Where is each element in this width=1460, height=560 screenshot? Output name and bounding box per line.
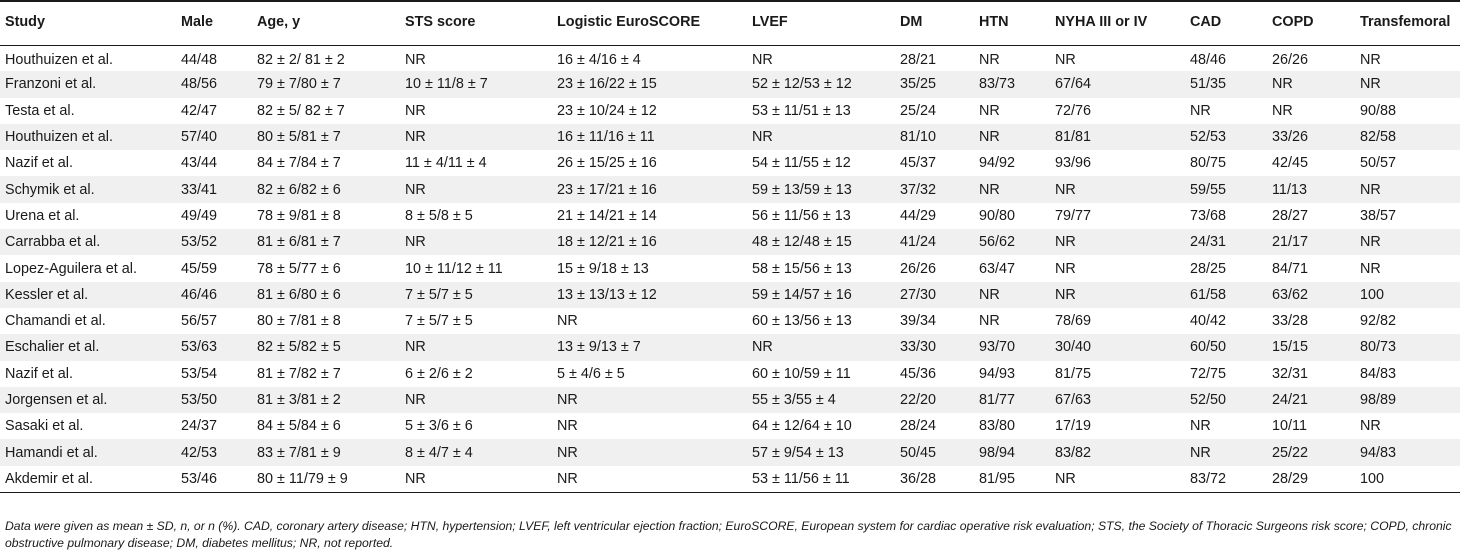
cell-nyha: 81/75 [1055,365,1092,382]
cell-transfemoral: 38/57 [1360,207,1397,224]
cell-dm: 28/24 [900,418,937,435]
cell-cad: 80/75 [1190,155,1227,172]
cell-nyha: NR [1055,260,1076,277]
cell-htn: NR [974,176,1050,202]
cell-lvef: 59 ± 14/57 ± 16 [747,282,895,308]
cell-dm: 45/37 [900,155,937,172]
cell-cad: NR [1190,418,1211,435]
cell-cad: 40/42 [1190,313,1227,330]
cell-lvef: NR [747,334,895,360]
cell-study: Carrabba et al. [0,229,176,255]
cell-sts-score: 6 ± 2/6 ± 2 [405,365,473,382]
cell-male: 49/49 [181,207,218,224]
cell-lvef: NR [747,124,895,150]
header-lvef: LVEF [747,1,895,45]
cell-male: 24/37 [181,418,218,435]
header-male: Male [176,1,252,45]
cell-male: 53/63 [176,334,252,360]
cell-nyha: 78/69 [1055,313,1092,330]
cell-copd: 28/27 [1272,207,1309,224]
cell-transfemoral: NR [1360,418,1381,435]
cell-nyha: 17/19 [1055,418,1092,435]
cell-dm: 45/36 [900,365,937,382]
cell-male: 57/40 [176,124,252,150]
cell-sts-score: NR [400,334,552,360]
cell-study: Houthuizen et al. [0,124,176,150]
cell-transfemoral: NR [1355,71,1460,97]
cell-nyha: NR [1050,176,1185,202]
cell-lvef: 54 ± 11/55 ± 12 [752,155,851,172]
cell-nyha: 67/63 [1050,387,1185,413]
cell-cad: 60/50 [1185,334,1267,360]
cell-htn: 81/77 [974,387,1050,413]
cell-age: 81 ± 6/80 ± 6 [252,282,400,308]
cell-sts-score: NR [400,124,552,150]
cell-dm: 44/29 [900,207,937,224]
cell-cad: 52/53 [1185,124,1267,150]
table-row [0,150,1460,176]
cell-sts-score: 7 ± 5/7 ± 5 [400,282,552,308]
cell-nyha: NR [1055,52,1076,69]
cell-age: 79 ± 7/80 ± 7 [252,71,400,97]
cell-lvef: 58 ± 15/56 ± 13 [752,260,852,277]
cell-logistic-euroscore: 16 ± 4/16 ± 4 [557,52,641,69]
cell-male: 53/54 [181,365,218,382]
cell-study: Franzoni et al. [0,71,176,97]
cell-study: Eschalier et al. [0,334,176,360]
cell-nyha: 72/76 [1055,102,1092,119]
cell-age: 78 ± 9/81 ± 8 [257,207,341,224]
table-row [0,229,1460,255]
cell-htn: NR [974,124,1050,150]
cell-dm: 25/24 [900,102,937,119]
cell-sts-score: 7 ± 5/7 ± 5 [405,313,473,330]
table-row [0,45,1460,71]
cell-transfemoral: NR [1360,260,1381,277]
table-row [0,71,1460,97]
cell-htn: NR [979,52,1000,69]
cell-study: Hamandi et al. [0,439,176,465]
cell-male: 44/48 [181,52,218,69]
cell-dm: 50/45 [895,439,974,465]
cell-dm: 37/32 [895,176,974,202]
cell-male: 42/47 [181,102,218,119]
cell-transfemoral: 82/58 [1355,124,1460,150]
cell-lvef: 53 ± 11/56 ± 11 [747,466,895,492]
cell-sts-score: NR [400,176,552,202]
cell-logistic-euroscore: 15 ± 9/18 ± 13 [557,260,649,277]
cell-cad: 51/35 [1185,71,1267,97]
table-row [0,387,1460,413]
cell-copd: 63/62 [1267,282,1355,308]
cell-male: 53/50 [176,387,252,413]
cell-logistic-euroscore: 26 ± 15/25 ± 16 [557,155,657,172]
cell-lvef: 56 ± 11/56 ± 13 [752,207,851,224]
cell-age: 82 ± 2/ 81 ± 2 [257,52,345,69]
cell-htn: 94/93 [979,365,1016,382]
cell-male: 42/53 [176,439,252,465]
header-study: Study [0,1,176,45]
cell-male: 56/57 [181,313,218,330]
cell-logistic-euroscore: 5 ± 4/6 ± 5 [557,365,625,382]
cell-htn: NR [979,313,1000,330]
cell-transfemoral: 98/89 [1355,387,1460,413]
cell-transfemoral: 50/57 [1360,155,1397,172]
cell-age: 80 ± 7/81 ± 8 [257,313,341,330]
cell-male: 43/44 [181,155,218,172]
cell-male: 53/52 [176,229,252,255]
header-age: Age, y [252,1,400,45]
cell-lvef: 53 ± 11/51 ± 13 [752,102,851,119]
table-row [0,124,1460,150]
cell-study: Chamandi et al. [5,313,106,330]
cell-copd: 33/26 [1267,124,1355,150]
cell-cad: 52/50 [1185,387,1267,413]
cell-transfemoral: 92/82 [1360,313,1397,330]
cell-copd: 21/17 [1267,229,1355,255]
cell-nyha: 93/96 [1055,155,1092,172]
cell-dm: 28/21 [900,52,937,69]
cell-transfemoral: 90/88 [1360,102,1397,119]
cell-copd: 10/11 [1272,418,1307,435]
cell-htn: NR [979,102,1000,119]
cell-age: 81 ± 6/81 ± 7 [252,229,400,255]
header-htn: HTN [974,1,1050,45]
cell-age: 82 ± 6/82 ± 6 [252,176,400,202]
cell-male: 48/56 [176,71,252,97]
cell-htn: 90/80 [979,207,1016,224]
cell-study: Lopez-Aguilera et al. [5,260,137,277]
cell-lvef: 57 ± 9/54 ± 13 [747,439,895,465]
cell-cad: 59/55 [1185,176,1267,202]
cell-study: Jorgensen et al. [0,387,176,413]
cell-age: 84 ± 5/84 ± 6 [257,418,341,435]
cell-logistic-euroscore: 13 ± 13/13 ± 12 [552,282,747,308]
cell-htn: 83/73 [974,71,1050,97]
header-logistic-euroscore: Logistic EuroSCORE [552,1,747,45]
cell-cad: 61/58 [1185,282,1267,308]
header-nyha: NYHA III or IV [1050,1,1185,45]
cell-sts-score: 11 ± 4/11 ± 4 [405,155,487,172]
cell-transfemoral: NR [1355,176,1460,202]
header-transfemoral: Transfemoral [1355,1,1460,45]
table-row [0,361,1460,387]
cell-transfemoral: NR [1355,229,1460,255]
cell-dm: 81/10 [895,124,974,150]
cell-nyha: 79/77 [1055,207,1092,224]
cell-cad: 48/46 [1190,52,1227,69]
table-row [0,176,1460,202]
cell-htn: 98/94 [974,439,1050,465]
cell-copd: NR [1272,102,1293,119]
cell-dm: 33/30 [895,334,974,360]
cell-lvef: 64 ± 12/64 ± 10 [752,418,852,435]
cell-cad: 72/75 [1190,365,1227,382]
cell-copd: 84/71 [1272,260,1309,277]
cell-nyha: 30/40 [1050,334,1185,360]
cell-male: 53/46 [176,466,252,492]
cell-logistic-euroscore: 23 ± 10/24 ± 12 [557,102,657,119]
cell-logistic-euroscore: NR [557,313,578,330]
cell-copd: 11/13 [1267,176,1355,202]
cell-logistic-euroscore: 23 ± 17/21 ± 16 [552,176,747,202]
cell-sts-score: NR [405,102,426,119]
cell-htn: 56/62 [974,229,1050,255]
cell-logistic-euroscore: NR [557,418,578,435]
cell-study: Schymik et al. [0,176,176,202]
cell-lvef: 59 ± 13/59 ± 13 [747,176,895,202]
cell-copd: 32/31 [1272,365,1309,382]
cell-cad: 83/72 [1185,466,1267,492]
cell-sts-score: NR [400,466,552,492]
cell-age: 80 ± 5/81 ± 7 [252,124,400,150]
cell-nyha: 67/64 [1050,71,1185,97]
cell-dm: 35/25 [895,71,974,97]
cell-sts-score: 10 ± 11/8 ± 7 [400,71,552,97]
cell-age: 84 ± 7/84 ± 7 [257,155,341,172]
cell-dm: 22/20 [895,387,974,413]
cell-male: 45/59 [181,260,218,277]
cell-copd: 26/26 [1272,52,1309,69]
cell-logistic-euroscore: 16 ± 11/16 ± 11 [552,124,747,150]
cell-dm: 26/26 [900,260,937,277]
table-body [0,45,1460,492]
table-row [0,334,1460,360]
table-row [0,308,1460,334]
cell-transfemoral: 100 [1355,282,1460,308]
cell-study: Kessler et al. [0,282,176,308]
cell-sts-score: NR [405,52,426,69]
table-row [0,439,1460,465]
cell-dm: 41/24 [895,229,974,255]
cell-study: Urena et al. [5,207,80,224]
cell-lvef: 52 ± 12/53 ± 12 [747,71,895,97]
cell-sts-score: 8 ± 5/8 ± 5 [405,207,473,224]
cell-logistic-euroscore: NR [552,466,747,492]
cell-htn: 94/92 [979,155,1016,172]
table-row [0,282,1460,308]
cell-cad: 73/68 [1190,207,1227,224]
cell-logistic-euroscore: 18 ± 12/21 ± 16 [552,229,747,255]
cell-sts-score: NR [400,229,552,255]
cell-male: 33/41 [176,176,252,202]
cell-age: 83 ± 7/81 ± 9 [252,439,400,465]
cell-transfemoral: 94/83 [1355,439,1460,465]
table-row [0,255,1460,281]
cell-logistic-euroscore: 21 ± 14/21 ± 14 [557,207,657,224]
cell-sts-score: NR [400,387,552,413]
cell-dm: 27/30 [895,282,974,308]
cell-study: Testa et al. [5,102,75,119]
cell-logistic-euroscore: 23 ± 16/22 ± 15 [552,71,747,97]
cell-copd: 24/21 [1267,387,1355,413]
cell-study: Nazif et al. [5,365,73,382]
cell-sts-score: 5 ± 3/6 ± 6 [405,418,473,435]
header-dm: DM [895,1,974,45]
table-row [0,466,1460,492]
cell-htn: NR [974,282,1050,308]
table-footnote: Data were given as mean ± SD, n, or n (%). CAD, coronary artery disease; HTN, hypertension; LVEF, left ventricular ejection fraction; EuroSCORE, European system for cardiac operative risk evaluation; STS, the Society of Thoracic Surgeons risk score; COPD, chronic obstructive pulmonary disease; DM, diabetes mellitus; NR, not reported. [5,519,1452,550]
cell-lvef: 60 ± 13/56 ± 13 [752,313,852,330]
cell-transfemoral: NR [1360,52,1381,69]
cell-nyha: 83/82 [1050,439,1185,465]
cell-copd: NR [1267,71,1355,97]
cell-htn: 63/47 [979,260,1016,277]
cell-age: 82 ± 5/82 ± 5 [252,334,400,360]
cell-copd: 25/22 [1267,439,1355,465]
cell-htn: 81/95 [974,466,1050,492]
cell-cad: 24/31 [1185,229,1267,255]
cell-study: Sasaki et al. [5,418,84,435]
cell-age: 82 ± 5/ 82 ± 7 [257,102,345,119]
cell-sts-score: 8 ± 4/7 ± 4 [400,439,552,465]
cell-lvef: 48 ± 12/48 ± 15 [747,229,895,255]
cell-dm: 36/28 [895,466,974,492]
cell-nyha: NR [1050,466,1185,492]
table-header-row [0,1,1460,45]
cell-sts-score: 10 ± 11/12 ± 11 [405,260,503,277]
cell-nyha: 81/81 [1050,124,1185,150]
cell-study: Houthuizen et al. [5,52,114,69]
cell-copd: 15/15 [1267,334,1355,360]
cell-dm: 39/34 [900,313,937,330]
cell-age: 81 ± 3/81 ± 2 [252,387,400,413]
table-row [0,413,1460,439]
cell-htn: 93/70 [974,334,1050,360]
table-row [0,203,1460,229]
cell-lvef: 55 ± 3/55 ± 4 [747,387,895,413]
cell-cad: NR [1185,439,1267,465]
cell-nyha: NR [1050,229,1185,255]
cell-cad: NR [1190,102,1211,119]
cell-logistic-euroscore: NR [552,439,747,465]
cell-copd: 42/45 [1272,155,1309,172]
cell-cad: 28/25 [1190,260,1227,277]
cell-transfemoral: 100 [1355,466,1460,492]
cell-nyha: NR [1050,282,1185,308]
cell-male: 46/46 [176,282,252,308]
header-cad: CAD [1185,1,1267,45]
cell-htn: 83/80 [979,418,1016,435]
cell-lvef: 60 ± 10/59 ± 11 [752,365,851,382]
cell-study: Nazif et al. [5,155,73,172]
cell-age: 81 ± 7/82 ± 7 [257,365,341,382]
table-row [0,98,1460,124]
cell-age: 78 ± 5/77 ± 6 [257,260,341,277]
header-copd: COPD [1267,1,1355,45]
cell-logistic-euroscore: NR [552,387,747,413]
cell-logistic-euroscore: 13 ± 9/13 ± 7 [552,334,747,360]
cell-study: Akdemir et al. [0,466,176,492]
cell-lvef: NR [752,52,773,69]
cell-transfemoral: 84/83 [1360,365,1397,382]
cell-age: 80 ± 11/79 ± 9 [252,466,400,492]
cell-copd: 28/29 [1267,466,1355,492]
header-sts-score: STS score [400,1,552,45]
cell-transfemoral: 80/73 [1355,334,1460,360]
cell-copd: 33/28 [1272,313,1309,330]
